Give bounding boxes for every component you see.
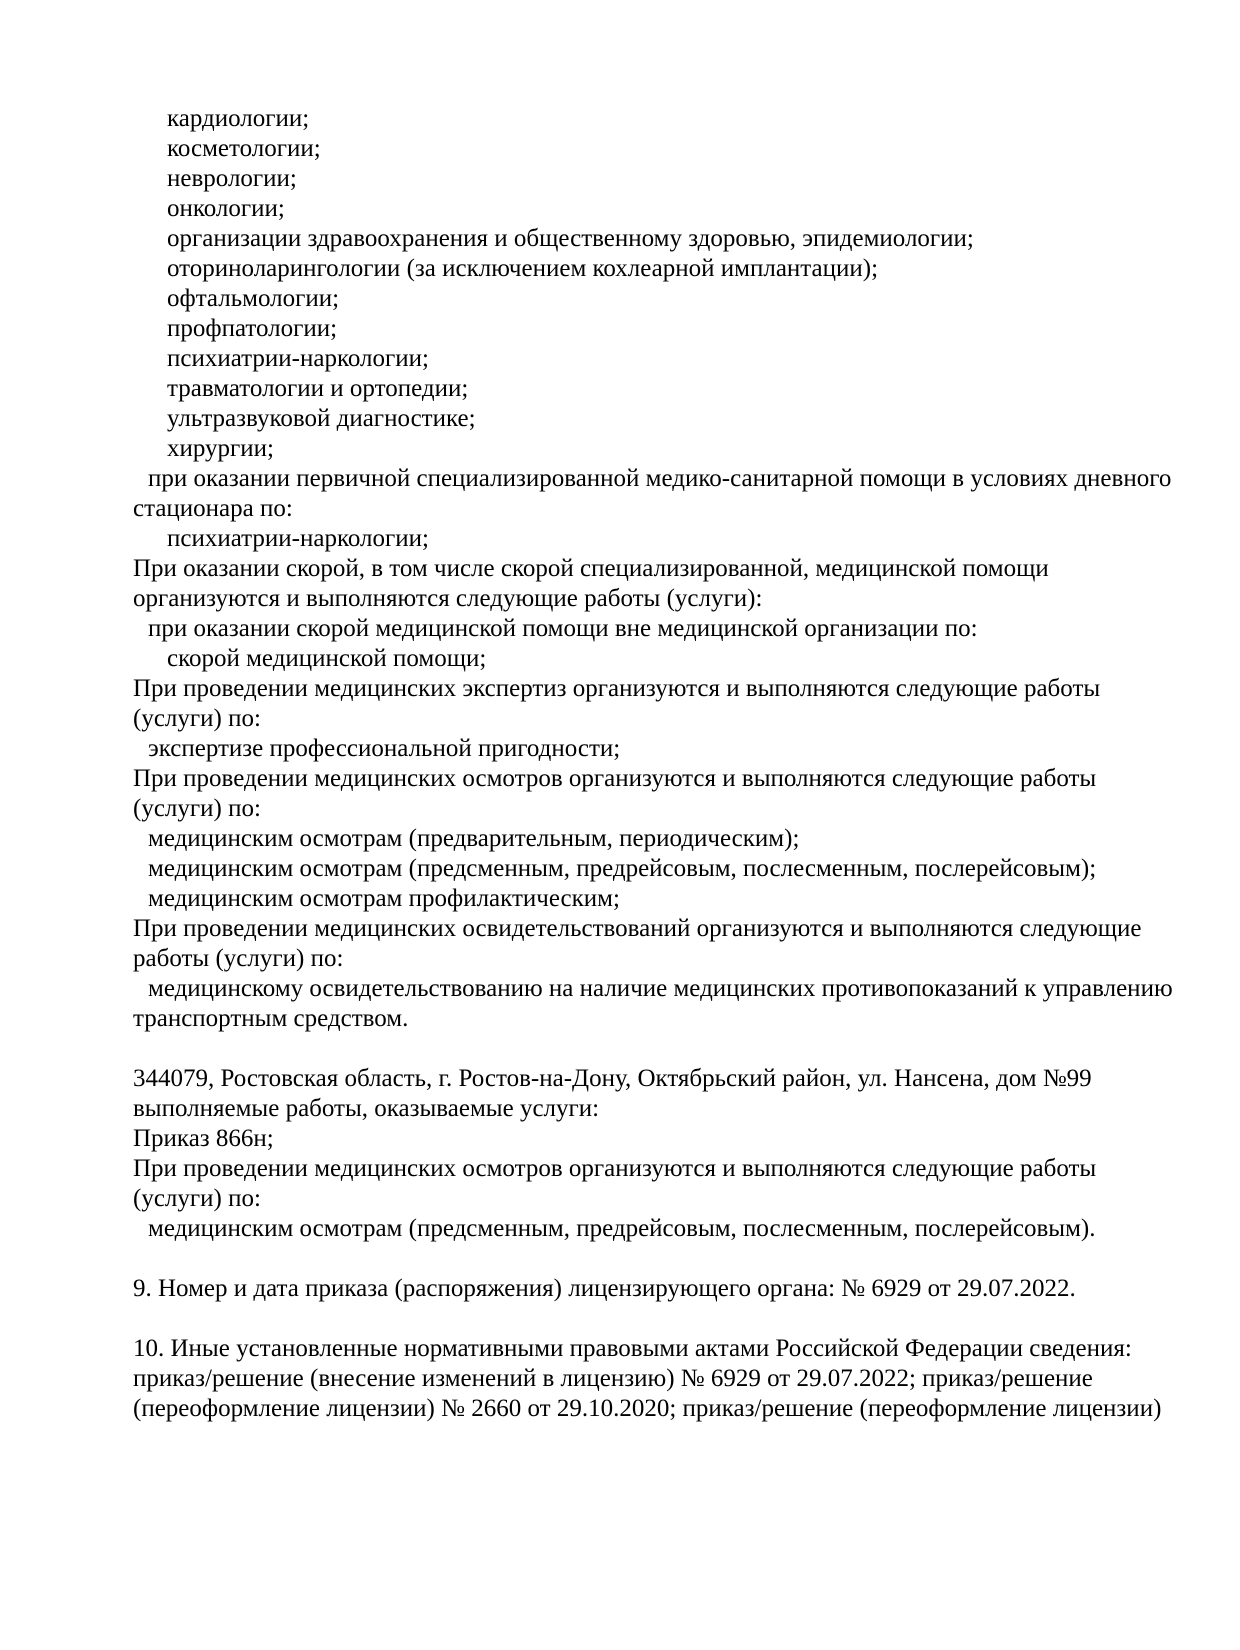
- text-line: 9. Номер и дата приказа (распоряжения) лицензирующего органа: № 6929 от 29.07.2022.: [133, 1275, 1076, 1302]
- text-line: При проведении медицинских осмотров организуются и выполняются следующие работы: [133, 765, 1097, 792]
- text-line: организуются и выполняются следующие работы (услуги):: [133, 585, 763, 612]
- text-line: Приказ 866н;: [133, 1125, 274, 1152]
- text-line: При проведении медицинских экспертиз организуются и выполняются следующие работы: [133, 675, 1101, 702]
- text-line: (услуги) по:: [133, 795, 261, 822]
- text-line: травматологии и ортопедии;: [167, 375, 469, 402]
- text-line: (услуги) по:: [133, 705, 261, 732]
- text-line: При проведении медицинских осмотров организуются и выполняются следующие работы: [133, 1155, 1097, 1182]
- text-line: психиатрии-наркологии;: [167, 525, 429, 552]
- text-line: косметологии;: [167, 135, 321, 162]
- text-line: медицинским осмотрам (предварительным, периодическим);: [148, 825, 800, 852]
- text-line: ультразвуковой диагностике;: [167, 405, 476, 432]
- text-line: экспертизе профессиональной пригодности;: [148, 735, 621, 762]
- text-line: работы (услуги) по:: [133, 945, 344, 972]
- blank-line: [133, 1244, 1170, 1274]
- text-line: (переоформление лицензии) № 2660 от 29.10.2020; приказ/решение (переоформление лицензии): [133, 1395, 1162, 1422]
- text-line: стационара по:: [133, 495, 293, 522]
- text-line: при оказании скорой медицинской помощи вне медицинской организации по:: [148, 615, 978, 642]
- text-line: организации здравоохранения и общественному здоровью, эпидемиологии;: [167, 225, 974, 252]
- text-line: офтальмологии;: [167, 285, 340, 312]
- blank-line: [133, 1304, 1170, 1334]
- document-body: [133, 104, 1173, 1424]
- text-line: транспортным средством.: [133, 1005, 409, 1032]
- text-line: 10. Иные установленные нормативными правовыми актами Российской Федерации сведения:: [133, 1335, 1132, 1362]
- text-line: скорой медицинской помощи;: [167, 645, 487, 672]
- text-line: медицинским осмотрам профилактическим;: [148, 885, 620, 912]
- text-line: приказ/решение (внесение изменений в лицензию) № 6929 от 29.07.2022; приказ/решение: [133, 1365, 1093, 1392]
- text-line: При оказании скорой, в том числе скорой специализированной, медицинской помощи: [133, 555, 1049, 582]
- text-line: неврологии;: [167, 165, 297, 192]
- text-line: психиатрии-наркологии;: [167, 345, 429, 372]
- text-line: 344079, Ростовская область, г. Ростов-на-Дону, Октябрьский район, ул. Нансена, дом №99: [133, 1065, 1092, 1092]
- text-line: онкологии;: [167, 195, 285, 222]
- text-line: профпатологии;: [167, 315, 338, 342]
- text-line: медицинским осмотрам (предсменным, предрейсовым, послесменным, послерейсовым).: [148, 1215, 1096, 1242]
- text-line: выполняемые работы, оказываемые услуги:: [133, 1095, 600, 1122]
- text-line: (услуги) по:: [133, 1185, 261, 1212]
- text-line: медицинским осмотрам (предсменным, предрейсовым, послесменным, послерейсовым);: [148, 855, 1097, 882]
- text-line: медицинскому освидетельствованию на наличие медицинских противопоказаний к управлению: [148, 975, 1173, 1002]
- text-line: При проведении медицинских освидетельствований организуются и выполняются следующие: [133, 915, 1142, 942]
- text-line: хирургии;: [167, 435, 275, 462]
- text-line: кардиологии;: [167, 105, 310, 132]
- text-line: при оказании первичной специализированной медико-санитарной помощи в условиях дневного: [148, 465, 1172, 492]
- text-line: оториноларингологии (за исключением кохлеарной имплантации);: [167, 255, 879, 282]
- blank-line: [133, 1034, 1170, 1064]
